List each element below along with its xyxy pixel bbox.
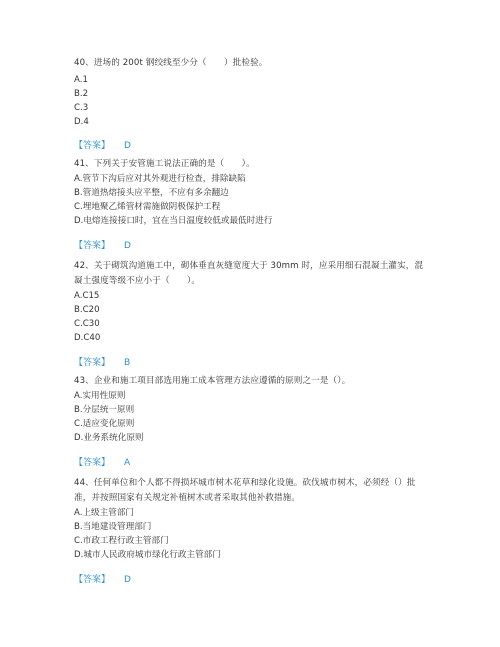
option-b: B.C20 [74, 305, 100, 315]
option-c: C.市政工程行政主管部门 [74, 536, 169, 546]
option-d: D.C40 [74, 333, 101, 343]
answer-label: 【答案】 [74, 458, 111, 468]
option-c: C.适应变化原则 [74, 419, 135, 429]
option-b: B.分层统一原则 [74, 405, 135, 415]
option-a: A.管节下沟后应对其外观进行检查，排除缺陷 [74, 174, 246, 184]
option-a: A.上级主管部门 [74, 508, 135, 518]
option-d: D.城市人民政府城市绿化行政主管部门 [74, 550, 221, 560]
question-stem: 42、关于砌筑沟道施工中，砌体垂直灰缝宽度大于 30mm 时，应采用细石混凝土灌实，混凝土强度等级不应小于（ ）。 [74, 261, 424, 286]
answer-value: D [124, 241, 131, 251]
option-d: D.电熔连接接口时，宜在当日温度较低或最低时进行 [74, 216, 273, 226]
question-43 [74, 374, 430, 470]
answer-line [74, 139, 430, 153]
answer-value: D [124, 141, 131, 151]
option-b: B.2 [74, 89, 89, 99]
option-a: A.1 [74, 75, 88, 85]
answer-line [74, 356, 430, 370]
option-d: D.业务系统化原则 [74, 433, 144, 443]
option-c: C.埋地聚乙烯管材需施做阴极保护工程 [74, 202, 221, 212]
question-stem: 43、企业和施工项目部选用施工成本管理方法应遵循的原则之一是（）。 [74, 376, 351, 386]
option-c: C.C30 [74, 319, 100, 329]
answer-line [74, 573, 430, 587]
option-b: B.管道热熔接头应平整，不应有多余翻边 [74, 188, 229, 198]
answer-label: 【答案】 [74, 575, 111, 585]
question-stem: 44、任何单位和个人都不得损坏城市树木花草和绿化设施。砍伐城市树木，必须经（）批准，并按照国家有关规定补植树木或者采取其他补救措施。 [74, 478, 416, 503]
answer-label: 【答案】 [74, 241, 111, 251]
option-a: A.C15 [74, 291, 100, 301]
option-d: D.4 [74, 117, 89, 127]
answer-label: 【答案】 [74, 358, 111, 368]
option-c: C.3 [74, 103, 89, 113]
question-stem: 41、下列关于安管施工说法正确的是（ ）。 [74, 159, 255, 169]
answer-label: 【答案】 [74, 141, 111, 151]
answer-line [74, 239, 430, 253]
answer-value: D [124, 575, 131, 585]
question-41 [74, 157, 430, 253]
option-a: A.实用性原则 [74, 391, 126, 401]
question-40 [74, 56, 430, 153]
answer-line [74, 456, 430, 470]
question-44 [74, 476, 430, 587]
answer-value: A [124, 458, 131, 468]
question-stem: 40、进场的 200t 钢绞线至少分（ ）批检验。 [74, 58, 268, 68]
answer-value: B [124, 358, 131, 368]
question-42 [74, 259, 430, 370]
option-b: B.当地建设管理部门 [74, 522, 152, 532]
